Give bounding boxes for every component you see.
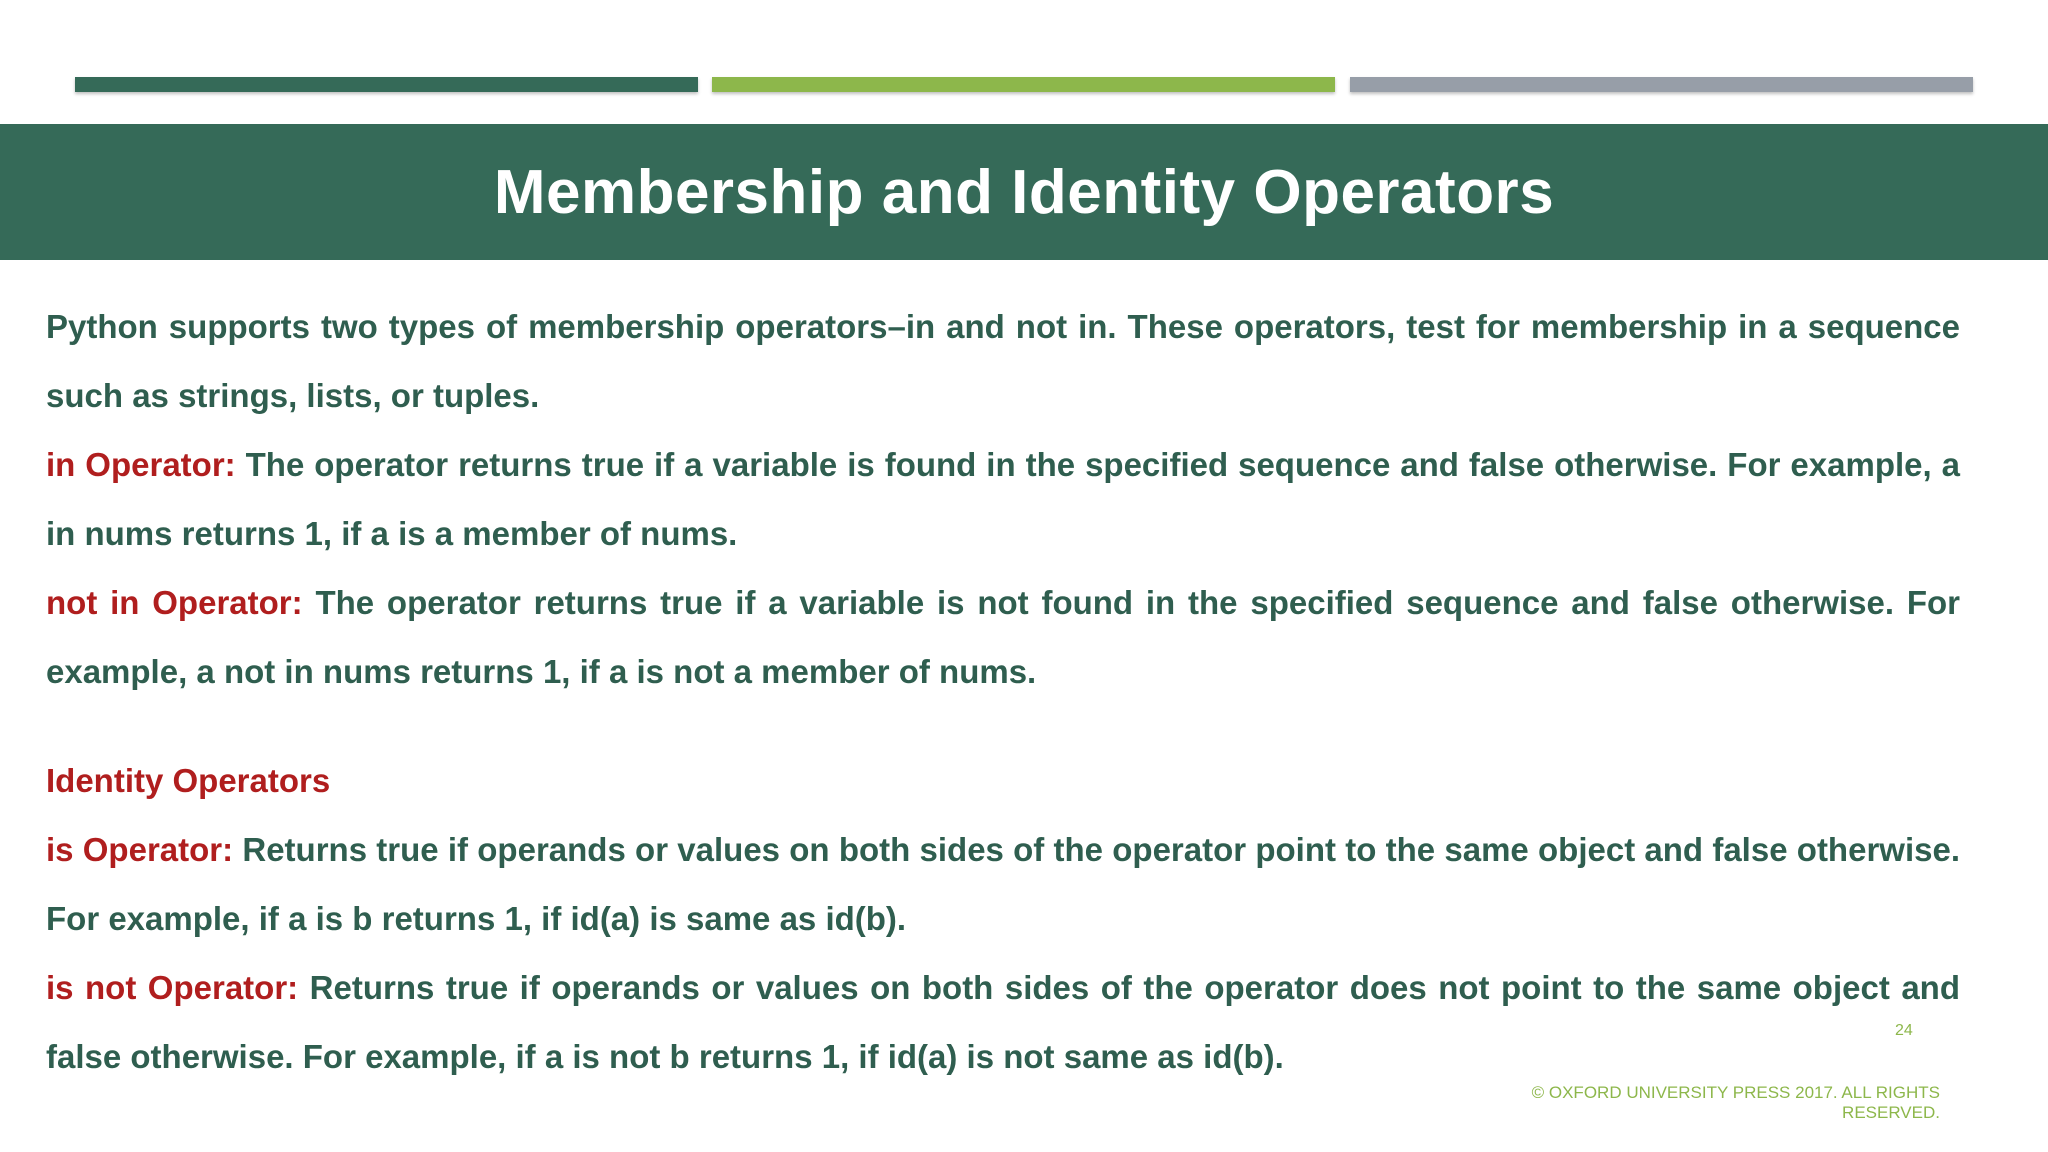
not-in-operator-paragraph	[46, 568, 1960, 706]
accent-bar-light-green	[712, 77, 1335, 92]
slide-title: Membership and Identity Operators	[493, 157, 1555, 227]
not-in-operator-text: The operator returns true if a variable is not found in the specified sequence and false otherwise. For example, a not in nums returns 1, if a is not a member of nums.	[46, 584, 1960, 690]
is-operator-paragraph	[46, 815, 1960, 953]
slide-body	[46, 292, 1960, 1091]
section-gap	[46, 706, 1960, 746]
page-number: 24	[1895, 1022, 1913, 1039]
in-operator-paragraph	[46, 430, 1960, 568]
accent-bar-gray	[1350, 77, 1973, 92]
accent-bar-dark-green	[75, 77, 698, 92]
in-operator-label: in Operator:	[46, 446, 236, 483]
title-band	[0, 124, 2048, 260]
in-operator-text: The operator returns true if a variable is found in the specified sequence and false otherwise. For example, a in nums returns 1, if a is a member of nums.	[46, 446, 1960, 552]
is-not-operator-paragraph	[46, 953, 1960, 1091]
is-not-operator-text: Returns true if operands or values on both sides of the operator does not point to the same object and false otherwise. For example, if a is not b returns 1, if id(a) is not same as id(b).	[46, 969, 1960, 1075]
not-in-operator-label: not in Operator:	[46, 584, 303, 621]
is-not-operator-label: is not Operator:	[46, 969, 299, 1006]
copyright-notice: © OXFORD UNIVERSITY PRESS 2017. ALL RIGHTS RESERVED.	[1531, 1083, 1940, 1122]
is-operator-label: is Operator:	[46, 831, 234, 868]
identity-operators-heading: Identity Operators	[46, 762, 331, 799]
is-operator-text: Returns true if operands or values on both sides of the operator point to the same object and false otherwise. For example, if a is b returns 1, if id(a) is same as id(b).	[46, 831, 1960, 937]
intro-paragraph: Python supports two types of membership operators–in and not in. These operators, test for membership in a sequence such as strings, lists, or tuples.	[46, 308, 1960, 414]
